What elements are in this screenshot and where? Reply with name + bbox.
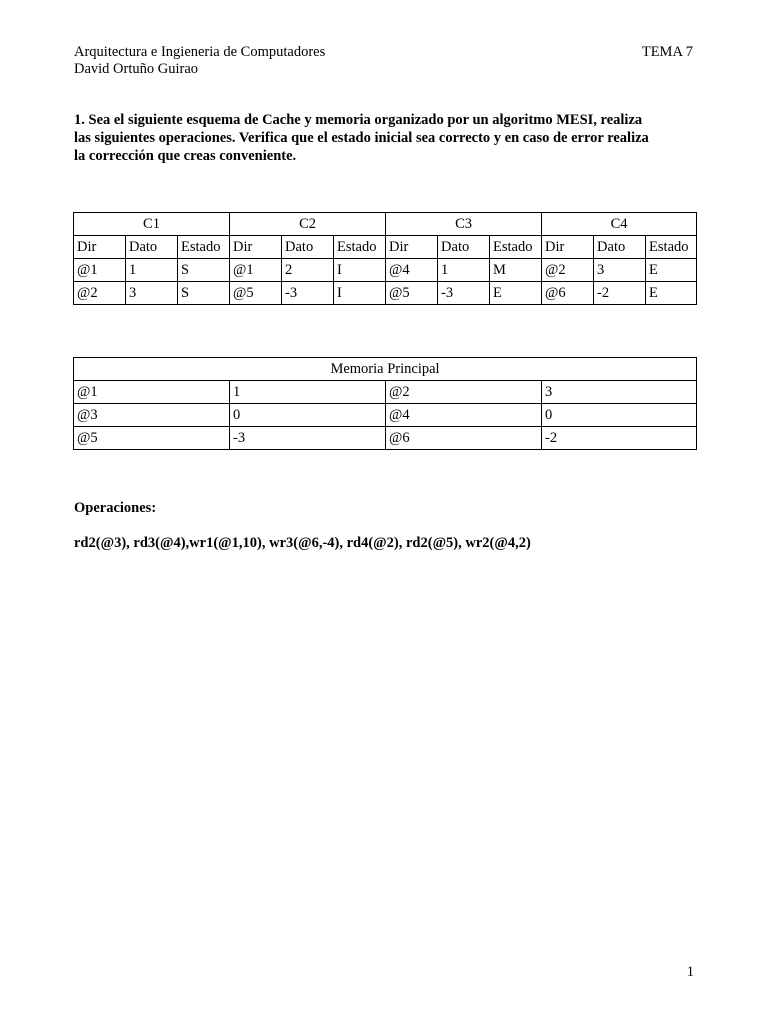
table-cell: @2 (74, 282, 126, 305)
table-cell: I (334, 282, 386, 305)
column-header: Estado (178, 236, 230, 259)
column-header: Dir (542, 236, 594, 259)
question-line: 1. Sea el siguiente esquema de Cache y memoria organizado por un algoritmo MESI, realiza (74, 112, 643, 128)
table-row (74, 381, 697, 404)
cache-column-header-row (74, 236, 697, 259)
page-number: 1 (686, 964, 694, 980)
operations-heading: Operaciones: (74, 500, 157, 516)
cache-name-c3: C3 (386, 213, 542, 236)
table-cell: E (646, 259, 697, 282)
table-cell: @6 (542, 282, 594, 305)
table-cell: @1 (74, 259, 126, 282)
document-header (74, 44, 325, 78)
table-cell: I (334, 259, 386, 282)
course-title: Arquitectura e Ingieneria de Computadores (74, 44, 326, 60)
table-cell: 1 (438, 259, 490, 282)
memory-table (73, 357, 697, 450)
table-row (74, 404, 697, 427)
cache-name-c4: C4 (542, 213, 697, 236)
table-cell: -2 (594, 282, 646, 305)
table-cell: @2 (542, 259, 594, 282)
table-cell: -3 (230, 427, 386, 450)
table-cell: @4 (386, 259, 438, 282)
table-cell: S (178, 282, 230, 305)
table-cell: @3 (74, 404, 230, 427)
table-cell: 0 (542, 404, 697, 427)
table-cell: @1 (230, 259, 282, 282)
table-cell: @5 (230, 282, 282, 305)
column-header: Dir (230, 236, 282, 259)
column-header: Dato (438, 236, 490, 259)
memory-table-title: Memoria Principal (74, 358, 697, 381)
cache-header-row (74, 213, 697, 236)
column-header: Dir (386, 236, 438, 259)
table-cell: M (490, 259, 542, 282)
question-line: la corrección que creas conveniente. (74, 148, 297, 164)
table-cell: @5 (74, 427, 230, 450)
column-header: Dir (74, 236, 126, 259)
table-cell: 0 (230, 404, 386, 427)
column-header: Dato (282, 236, 334, 259)
table-cell: S (178, 259, 230, 282)
table-cell: 1 (230, 381, 386, 404)
table-cell: @2 (386, 381, 542, 404)
table-cell: @6 (386, 427, 542, 450)
table-row (74, 282, 697, 305)
operations-list: rd2(@3), rd3(@4),wr1(@1,10), wr3(@6,-4), rd4(@2), rd2(@5), wr2(@4,2) (74, 535, 531, 551)
table-cell: 3 (126, 282, 178, 305)
topic-label: TEMA 7 (641, 44, 693, 60)
column-header: Estado (334, 236, 386, 259)
author-name: David Ortuño Guirao (74, 61, 199, 77)
table-cell: -3 (282, 282, 334, 305)
table-cell: E (646, 282, 697, 305)
memory-title-row (74, 358, 697, 381)
cache-table (73, 212, 697, 305)
table-row (74, 259, 697, 282)
column-header: Estado (646, 236, 697, 259)
table-cell: @5 (386, 282, 438, 305)
table-cell: @1 (74, 381, 230, 404)
table-cell: 3 (594, 259, 646, 282)
cache-name-c1: C1 (74, 213, 230, 236)
column-header: Dato (594, 236, 646, 259)
table-cell: @4 (386, 404, 542, 427)
table-cell: -3 (438, 282, 490, 305)
column-header: Estado (490, 236, 542, 259)
question-text (74, 111, 699, 165)
table-cell: E (490, 282, 542, 305)
table-cell: 2 (282, 259, 334, 282)
cache-name-c2: C2 (230, 213, 386, 236)
table-cell: 1 (126, 259, 178, 282)
question-line: las siguientes operaciones. Verifica que el estado inicial sea correcto y en caso de error realiza (74, 130, 649, 146)
table-row (74, 427, 697, 450)
column-header: Dato (126, 236, 178, 259)
table-cell: -2 (542, 427, 697, 450)
table-cell: 3 (542, 381, 697, 404)
